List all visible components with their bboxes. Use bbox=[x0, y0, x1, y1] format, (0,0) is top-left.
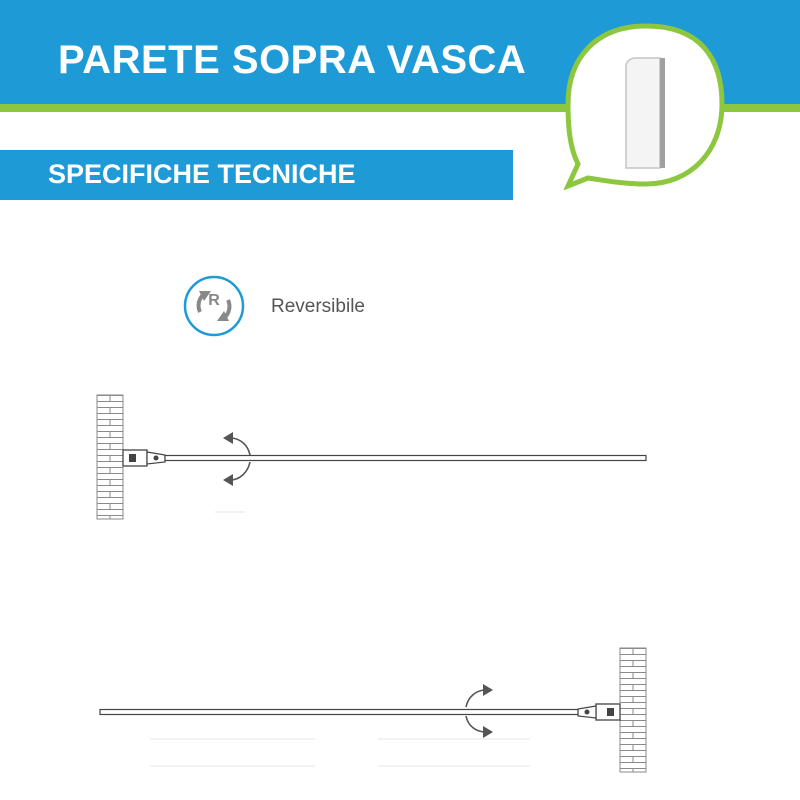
diagram-bottom-right-wall bbox=[100, 648, 646, 772]
glass-panel-top bbox=[165, 456, 646, 461]
diagram-top-left-wall bbox=[97, 395, 646, 519]
wall-right bbox=[620, 648, 646, 772]
glass-panel-bottom bbox=[100, 710, 578, 715]
hinge-left bbox=[123, 450, 165, 466]
hinge-right bbox=[578, 704, 620, 720]
reversible-letter: R bbox=[208, 292, 220, 309]
section-subtitle: SPECIFICHE TECNICHE bbox=[48, 159, 356, 189]
wall-left bbox=[97, 395, 123, 519]
page-title: PARETE SOPRA VASCA bbox=[58, 38, 527, 82]
reversible-label: Reversibile bbox=[271, 296, 365, 317]
